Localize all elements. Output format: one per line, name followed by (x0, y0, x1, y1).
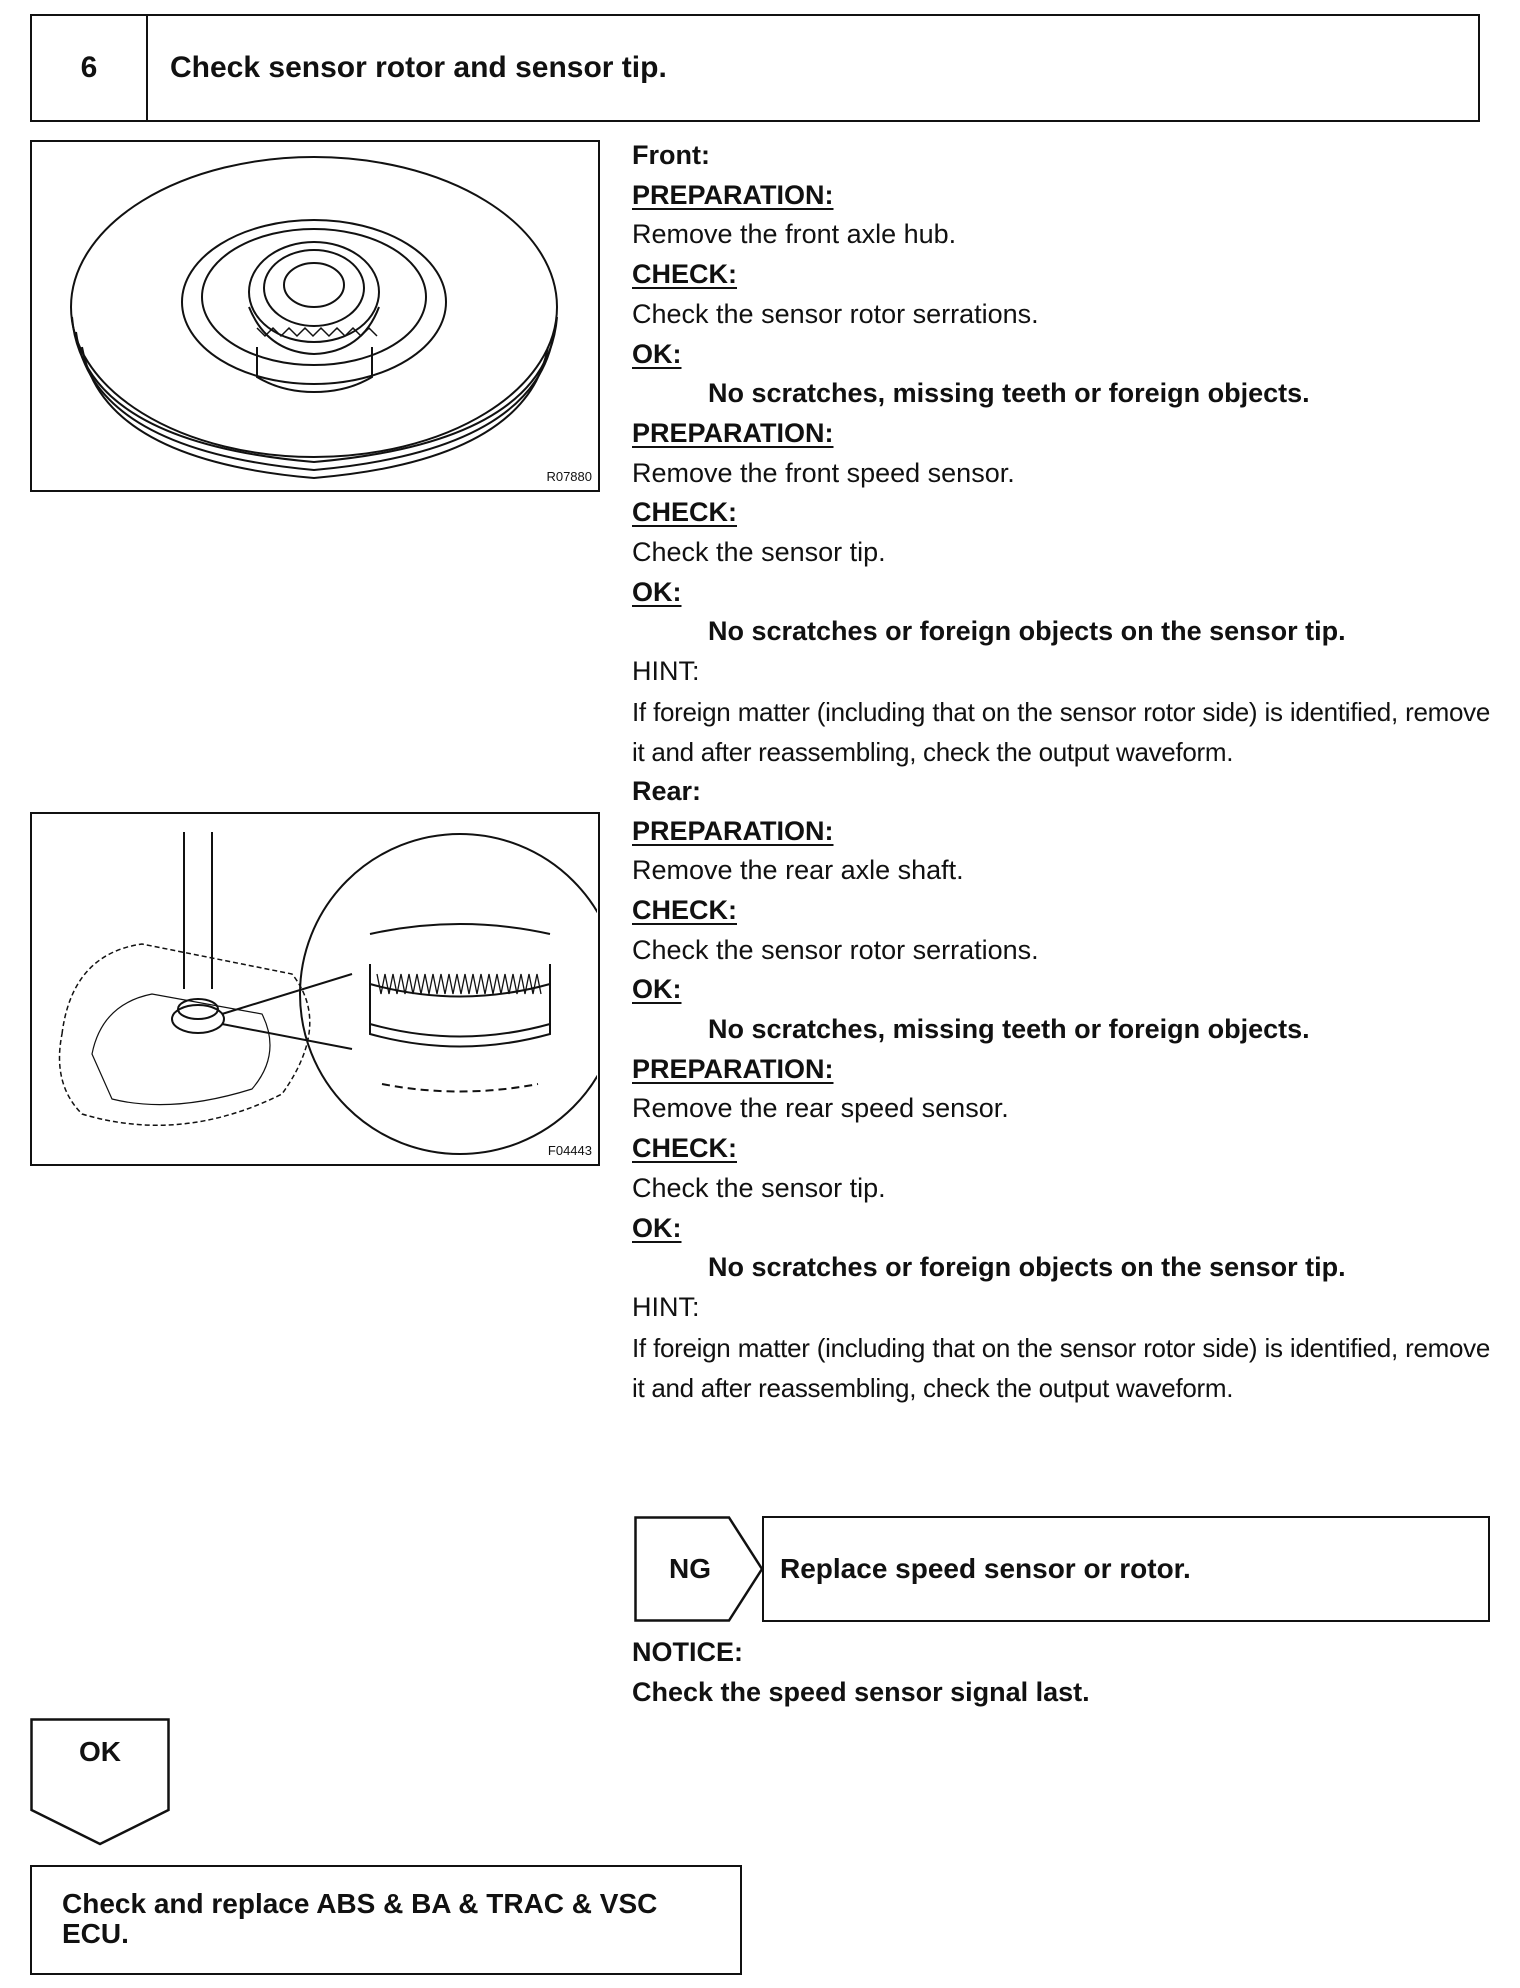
step-title: Check sensor rotor and sensor tip. (170, 51, 667, 84)
check-text: Check the sensor rotor serrations. (632, 934, 1039, 965)
rear-axle-drawing (32, 814, 597, 1163)
ng-action: Replace speed sensor or rotor. (762, 1516, 1490, 1622)
check-text: Check the sensor tip. (632, 1172, 886, 1203)
ok-label: OK: (632, 974, 682, 1005)
preparation-label: PREPARATION: (632, 417, 834, 448)
check-text: Check the sensor rotor serrations. (632, 298, 1039, 329)
check-label: CHECK: (632, 894, 737, 925)
preparation-label: PREPARATION: (632, 179, 834, 210)
ok-label: OK: (632, 576, 682, 607)
ok-tab (30, 1718, 170, 1846)
hint-text: If foreign matter (including that on the sensor rotor side) is identified, remove it and after reassembling, check the output waveform. (632, 696, 1490, 767)
ok-label: OK: (632, 1212, 682, 1243)
front-heading: Front: (632, 140, 710, 170)
front-hub-rotor-drawing (32, 142, 597, 489)
ok-label: OK: (632, 338, 682, 369)
ok-label: OK (79, 1736, 121, 1767)
ng-label: NG (669, 1553, 711, 1584)
preparation-text: Remove the front axle hub. (632, 219, 957, 250)
check-label: CHECK: (632, 497, 737, 528)
hint-text: If foreign matter (including that on the sensor rotor side) is identified, remove it and after reassembling, check the output waveform. (632, 1332, 1490, 1403)
check-text: Check the sensor tip. (632, 537, 886, 568)
procedure-text (632, 136, 1490, 1408)
ng-branch (634, 1516, 1490, 1622)
notice-text: Check the speed sensor signal last. (632, 1677, 1090, 1707)
check-label: CHECK: (632, 259, 737, 290)
ok-criteria: No scratches, missing teeth or foreign objects. (708, 378, 1310, 409)
rear-heading: Rear: (632, 775, 702, 806)
hint-label: HINT: (632, 1291, 700, 1322)
front-rotor-illustration (30, 140, 600, 492)
preparation-text: Remove the rear speed sensor. (632, 1093, 1009, 1124)
preparation-label: PREPARATION: (632, 815, 834, 846)
preparation-label: PREPARATION: (632, 1053, 834, 1084)
ok-criteria: No scratches or foreign objects on the sensor tip. (708, 1252, 1346, 1283)
preparation-text: Remove the front speed sensor. (632, 457, 1015, 488)
step-number: 6 (32, 16, 148, 120)
check-label: CHECK: (632, 1133, 737, 1164)
step-header (30, 14, 1480, 122)
hint-label: HINT: (632, 656, 700, 687)
notice-label: NOTICE: (632, 1637, 743, 1667)
rear-axle-illustration (30, 812, 600, 1166)
ng-tab (634, 1516, 764, 1622)
figure-code: R07880 (546, 469, 592, 484)
final-action: Check and replace ABS & BA & TRAC & VSC ECU. (30, 1865, 742, 1975)
preparation-text: Remove the rear axle shaft. (632, 855, 964, 886)
notice (632, 1632, 1090, 1712)
figure-code: F04443 (547, 1143, 592, 1158)
ok-criteria: No scratches or foreign objects on the sensor tip. (708, 616, 1346, 647)
ok-criteria: No scratches, missing teeth or foreign objects. (708, 1014, 1310, 1045)
